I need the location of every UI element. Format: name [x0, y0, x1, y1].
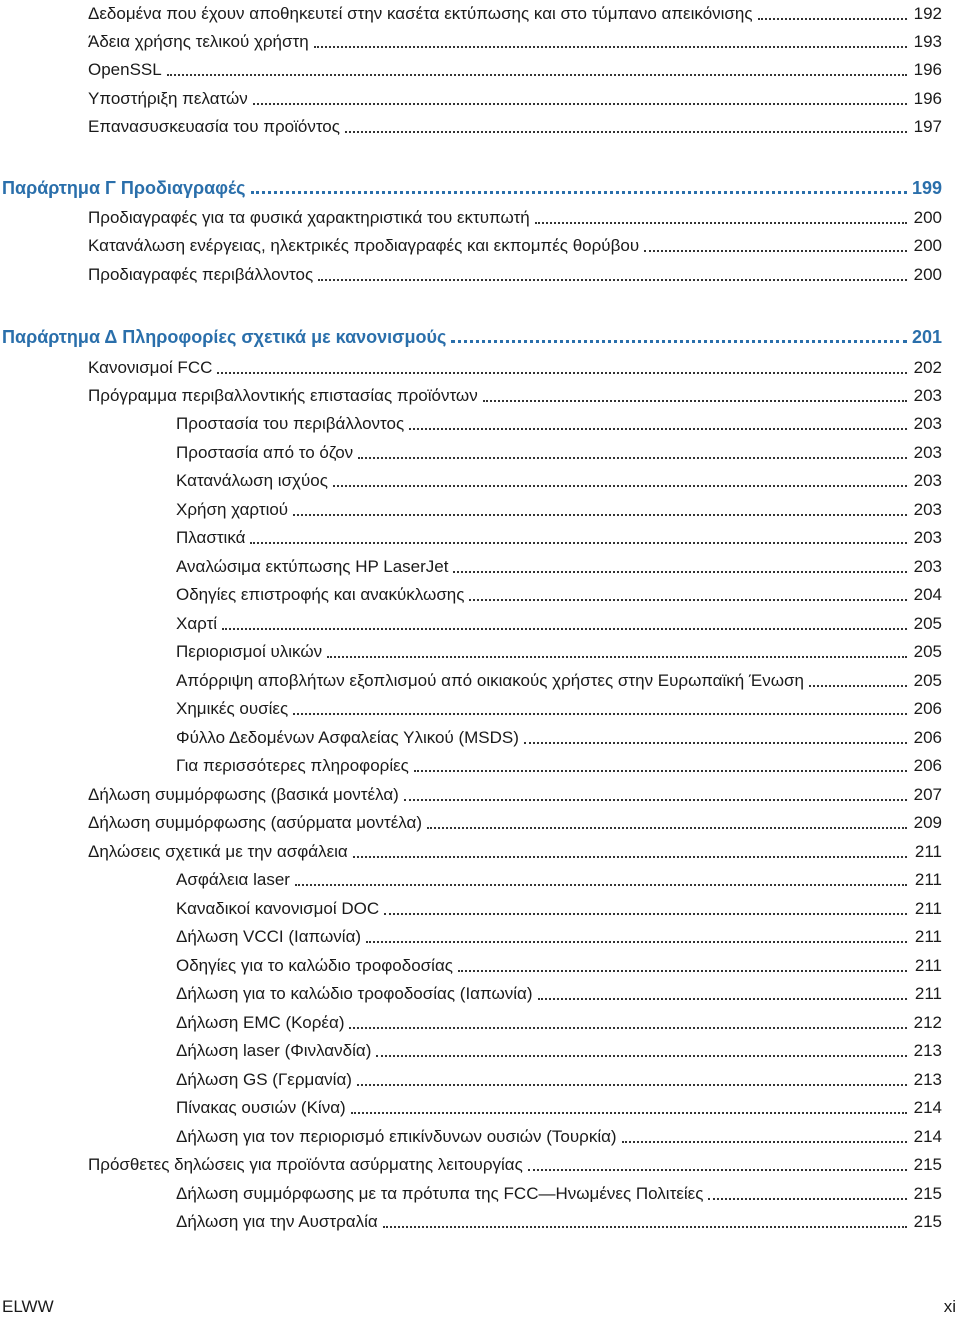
toc-dot-leader: [353, 838, 907, 858]
toc-entry-page: 203: [913, 443, 942, 462]
toc-entry-page: 212: [913, 1013, 942, 1032]
toc-entry-page: 211: [914, 870, 942, 889]
toc-dot-leader: [622, 1123, 907, 1143]
toc-dot-leader: [349, 1009, 907, 1029]
toc-entry[interactable]: [88, 56, 942, 80]
toc-entry-page: 214: [913, 1098, 942, 1117]
toc-entry-page: 206: [913, 728, 942, 747]
toc-entry[interactable]: [176, 439, 942, 463]
toc-entry[interactable]: [88, 809, 942, 833]
toc-dot-leader: [366, 923, 907, 943]
toc-entry-title: Περιορισμοί υλικών: [176, 642, 323, 661]
toc-dot-leader: [528, 1151, 907, 1171]
toc-entry[interactable]: [88, 204, 942, 228]
toc-entry-page: 201: [911, 327, 942, 347]
toc-entry-page: 205: [913, 642, 942, 661]
toc-entry[interactable]: [88, 838, 942, 862]
toc-dot-leader: [758, 0, 907, 20]
toc-entry-page: 211: [914, 956, 942, 975]
toc-entry-title: Απόρριψη αποβλήτων εξοπλισμού από οικιακούς χρήστες στην Ευρωπαϊκή Ένωση: [176, 671, 804, 690]
toc-entry[interactable]: [176, 895, 942, 919]
toc-entry[interactable]: [176, 667, 942, 691]
toc-entry-title: Φύλλο Δεδομένων Ασφαλείας Υλικού (MSDS): [176, 728, 519, 747]
toc-entry[interactable]: [176, 1037, 942, 1061]
toc-dot-leader: [253, 85, 907, 105]
toc-entry[interactable]: [176, 1123, 942, 1147]
toc-entry[interactable]: [176, 410, 942, 434]
toc-entry-title: Ασφάλεια laser: [176, 870, 290, 889]
toc-entry-page: 211: [914, 927, 942, 946]
toc-dot-leader: [357, 1066, 907, 1086]
toc-dot-leader: [427, 809, 907, 829]
toc-dot-leader: [458, 952, 907, 972]
toc-entry-title: Αναλώσιμα εκτύπωσης HP LaserJet: [176, 557, 449, 576]
toc-entry-title: Δήλωση συμμόρφωσης (ασύρματα μοντέλα): [88, 813, 423, 832]
toc-entry-title: Παράρτημα Γ Προδιαγραφές: [2, 178, 246, 198]
toc-entry-title: Δήλωση laser (Φινλανδία): [176, 1041, 372, 1060]
toc-entry[interactable]: [176, 695, 942, 719]
toc-dot-leader: [809, 667, 907, 687]
toc-entry[interactable]: [176, 1009, 942, 1033]
toc-entry-page: 205: [913, 671, 942, 690]
toc-entry-page: 202: [913, 358, 942, 377]
toc-entry[interactable]: [88, 781, 942, 805]
toc-entry[interactable]: [88, 85, 942, 109]
toc-entry-page: 199: [911, 178, 942, 198]
toc-entry-title: Δήλωση για τον περιορισμό επικίνδυνων ουσιών (Τουρκία): [176, 1127, 617, 1146]
toc-dot-leader: [414, 752, 907, 772]
toc-entry[interactable]: [88, 382, 942, 406]
toc-dot-leader: [222, 610, 907, 630]
toc-entry[interactable]: [88, 0, 942, 24]
toc-entry[interactable]: [176, 524, 942, 548]
toc-dot-leader: [469, 581, 907, 601]
toc-entry-page: 214: [913, 1127, 942, 1146]
toc-entry-page: 206: [913, 756, 942, 775]
footer-page-number: xi: [943, 1297, 956, 1316]
toc-entry-page: 203: [913, 414, 942, 433]
toc-entry-title: Υποστήριξη πελατών: [88, 89, 248, 108]
toc-entry-page: 209: [913, 813, 942, 832]
toc-dot-leader: [708, 1180, 907, 1200]
toc-dot-leader: [293, 695, 907, 715]
toc-dot-leader: [644, 232, 907, 252]
toc-dot-leader: [351, 1094, 907, 1114]
toc-entry[interactable]: [176, 724, 942, 748]
toc-entry-page: 192: [913, 4, 942, 23]
toc-entry[interactable]: [176, 467, 942, 491]
toc-dot-leader: [451, 322, 907, 343]
toc-entry[interactable]: [88, 28, 942, 52]
toc-dot-leader: [293, 496, 907, 516]
footer-doc-code: ELWW: [2, 1297, 54, 1316]
toc-dot-leader: [384, 895, 907, 915]
toc-entry-page: 196: [913, 89, 942, 108]
toc-dot-leader: [217, 354, 907, 374]
toc-entry[interactable]: [176, 610, 942, 634]
toc-appendix-entry[interactable]: [2, 321, 942, 347]
toc-dot-leader: [250, 524, 907, 544]
toc-entry-page: 205: [913, 614, 942, 633]
toc-entry-page: 211: [914, 899, 942, 918]
toc-entry-title: Κατανάλωση ενέργειας, ηλεκτρικές προδιαγραφές και εκπομπές θορύβου: [88, 236, 640, 255]
toc-entry[interactable]: [176, 752, 942, 776]
toc-appendix-entry[interactable]: [2, 172, 942, 198]
toc-entry[interactable]: [176, 496, 942, 520]
toc-entry-title: Καναδικοί κανονισμοί DOC: [176, 899, 380, 918]
toc-entry-title: Οδηγίες για το καλώδιο τροφοδοσίας: [176, 956, 453, 975]
toc-dot-leader: [483, 382, 907, 402]
toc-entry-page: 215: [913, 1155, 942, 1174]
toc-dot-leader: [404, 781, 907, 801]
toc-entry-page: 203: [913, 471, 942, 490]
toc-entry-title: Κατανάλωση ισχύος: [176, 471, 328, 490]
toc-entry-title: Άδεια χρήσης τελικού χρήστη: [88, 32, 309, 51]
toc-entry-page: 213: [913, 1041, 942, 1060]
toc-entry-title: Προστασία από το όζον: [176, 443, 354, 462]
toc-entry-title: Δεδομένα που έχουν αποθηκευτεί στην κασέτα εκτύπωσης και στο τύμπανο απεικόνισης: [88, 4, 753, 23]
toc-entry-title: Δήλωση EMC (Κορέα): [176, 1013, 345, 1032]
toc-entry-title: Δήλωση VCCI (Ιαπωνία): [176, 927, 362, 946]
toc-entry-title: Προστασία του περιβάλλοντος: [176, 414, 405, 433]
toc-entry-title: Χρήση χαρτιού: [176, 500, 289, 519]
toc-entry[interactable]: [176, 952, 942, 976]
toc-entry-title: Οδηγίες επιστροφής και ανακύκλωσης: [176, 585, 465, 604]
toc-dot-leader: [538, 980, 907, 1000]
toc-dot-leader: [383, 1208, 907, 1228]
toc-entry[interactable]: [176, 1094, 942, 1118]
toc-entry-page: 200: [913, 208, 942, 227]
toc-entry-title: Πρόγραμμα περιβαλλοντικής επιστασίας προϊόντων: [88, 386, 478, 405]
toc-dot-leader: [327, 638, 907, 658]
toc-entry[interactable]: [176, 866, 942, 890]
toc-dot-leader: [251, 173, 907, 194]
toc-entry[interactable]: [176, 638, 942, 662]
toc-entry-title: Προδιαγραφές για τα φυσικά χαρακτηριστικά του εκτυπωτή: [88, 208, 530, 227]
toc-entry-title: Χαρτί: [176, 614, 218, 633]
toc-dot-leader: [453, 553, 907, 573]
toc-entry-page: 200: [913, 236, 942, 255]
toc-entry-page: 215: [913, 1184, 942, 1203]
toc-dot-leader: [314, 28, 907, 48]
toc-entry[interactable]: [176, 1066, 942, 1090]
toc-entry[interactable]: [88, 354, 942, 378]
toc-entry-title: Για περισσότερες πληροφορίες: [176, 756, 409, 775]
toc-dot-leader: [333, 467, 907, 487]
toc-entry-page: 200: [913, 265, 942, 284]
toc-entry-title: Επανασυσκευασία του προϊόντος: [88, 117, 340, 136]
toc-dot-leader: [409, 410, 907, 430]
toc-entry[interactable]: [176, 1180, 942, 1204]
toc-entry-title: Δηλώσεις σχετικά με την ασφάλεια: [88, 842, 348, 861]
toc-entry-page: 203: [913, 386, 942, 405]
toc-entry-page: 215: [913, 1212, 942, 1231]
toc-entry[interactable]: [176, 581, 942, 605]
toc-entry-title: Πλαστικά: [176, 528, 246, 547]
toc-entry[interactable]: [88, 261, 942, 285]
toc-entry[interactable]: [88, 1151, 942, 1175]
toc-dot-leader: [318, 261, 907, 281]
toc-entry-title: Χημικές ουσίες: [176, 699, 289, 718]
toc-entry-page: 213: [913, 1070, 942, 1089]
toc-entry-title: Προδιαγραφές περιβάλλοντος: [88, 265, 314, 284]
toc-entry-page: 196: [913, 60, 942, 79]
toc-entry[interactable]: [176, 553, 942, 577]
toc-entry-title: Δήλωση για την Αυστραλία: [176, 1212, 378, 1231]
toc-entry[interactable]: [176, 980, 942, 1004]
toc-entry-page: 203: [913, 528, 942, 547]
toc-entry-page: 197: [913, 117, 942, 136]
toc-entry-title: Κανονισμοί FCC: [88, 358, 213, 377]
toc-dot-leader: [524, 724, 907, 744]
toc-dot-leader: [345, 113, 907, 133]
toc-entry-page: 204: [913, 585, 942, 604]
toc-entry[interactable]: [176, 1208, 942, 1232]
toc-entry-title: Πρόσθετες δηλώσεις για προϊόντα ασύρματης λειτουργίας: [88, 1155, 523, 1174]
toc-entry-page: 211: [914, 842, 942, 861]
toc-entry[interactable]: [88, 113, 942, 137]
toc-entry-title: Δήλωση GS (Γερμανία): [176, 1070, 352, 1089]
toc-dot-leader: [376, 1037, 907, 1057]
toc-entry-page: 203: [913, 557, 942, 576]
toc-entry-page: 206: [913, 699, 942, 718]
toc-entry-title: Παράρτημα Δ Πληροφορίες σχετικά με κανονισμούς: [2, 327, 447, 347]
toc-entry-title: Δήλωση συμμόρφωσης με τα πρότυπα της FCC—Ηνωμένες Πολιτείες: [176, 1184, 704, 1203]
toc-dot-leader: [295, 866, 907, 886]
toc-entry-title: Πίνακας ουσιών (Κίνα): [176, 1098, 346, 1117]
toc-entry-page: 203: [913, 500, 942, 519]
toc-entry[interactable]: [176, 923, 942, 947]
toc-dot-leader: [358, 439, 907, 459]
toc-dot-leader: [167, 56, 907, 76]
toc-entry-page: 211: [914, 984, 942, 1003]
toc-entry-title: OpenSSL: [88, 60, 162, 79]
toc-entry-title: Δήλωση συμμόρφωσης (βασικά μοντέλα): [88, 785, 399, 804]
toc-entry-title: Δήλωση για το καλώδιο τροφοδοσίας (Ιαπωνία): [176, 984, 533, 1003]
toc-entry-page: 193: [913, 32, 942, 51]
toc-entry-page: 207: [913, 785, 942, 804]
toc-entry[interactable]: [88, 232, 942, 256]
toc-dot-leader: [535, 204, 907, 224]
